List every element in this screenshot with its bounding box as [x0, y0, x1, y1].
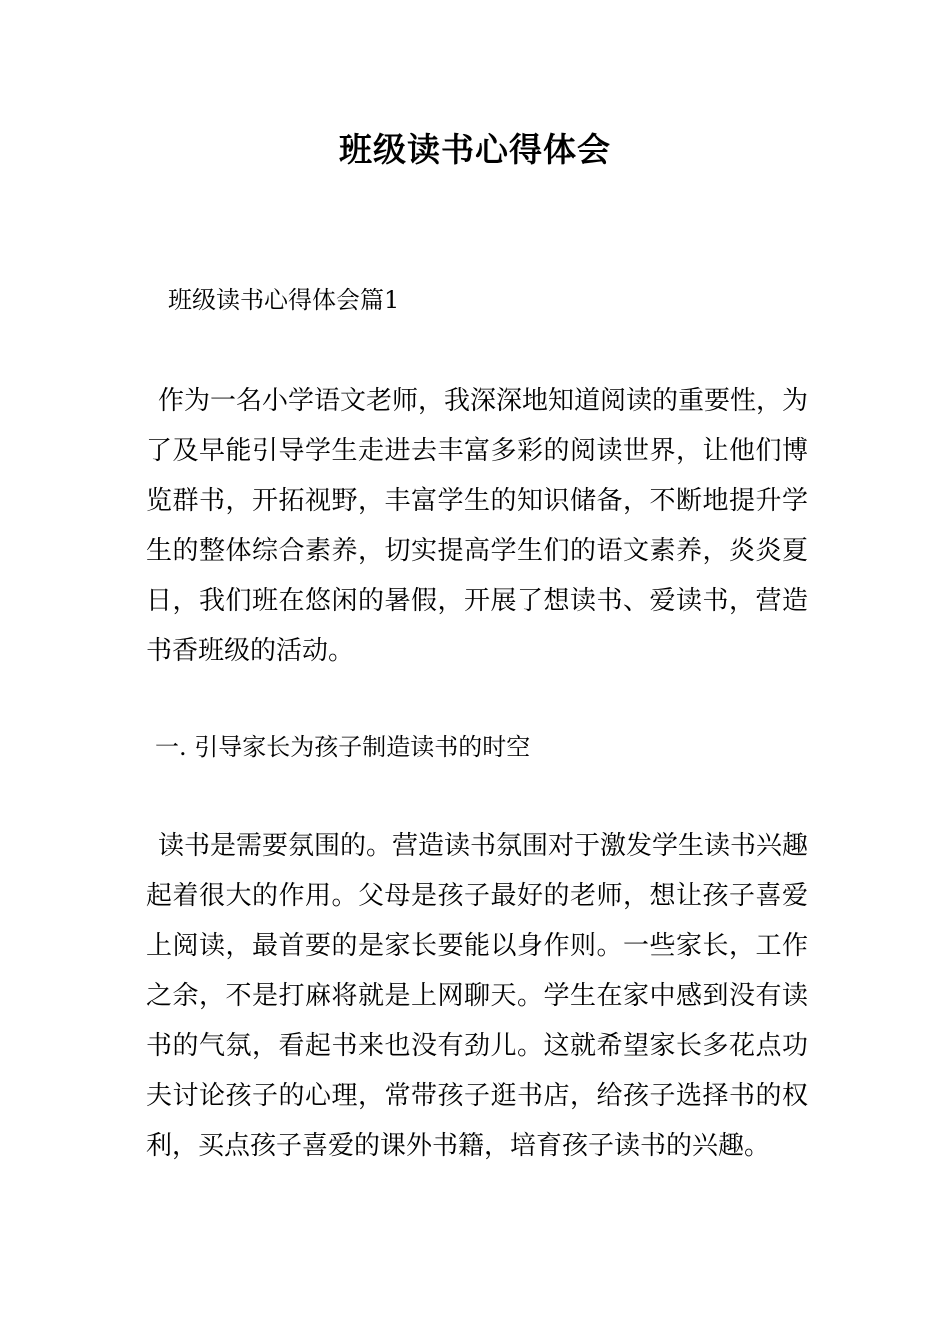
article-subheading: 班级读书心得体会篇1 [168, 286, 400, 314]
paragraph-section-1: 读书是需要氛围的。营造读书氛围对于激发学生读书兴趣起着很大的作用。父母是孩子最好的老师，想让孩子喜爱上阅读，最首要的是家长要能以身作则。一些家长，工作之余，不是打麻将就是上网聊天。学生在家中感到没有读书的气氛，看起书来也没有劲儿。这就希望家长多花点功夫讨论孩子的心理，常带孩子逛书店，给孩子选择书的权利，买点孩子喜爱的课外书籍，培育孩子读书的兴趣。 [146, 831, 809, 1161]
paragraph-intro: 作为一名小学语文老师，我深深地知道阅读的重要性，为了及早能引导学生走进去丰富多彩的阅读世界，让他们博览群书，开拓视野，丰富学生的知识储备，不断地提升学生的整体综合素养，切实提高学生们的语文素养，炎炎夏日，我们班在悠闲的暑假，开展了想读书、爱读书，营造书香班级的活动。 [146, 386, 809, 666]
page-title: 班级读书心得体会 [339, 130, 611, 169]
section-heading: 一. 引导家长为孩子制造读书的时空 [155, 733, 531, 761]
